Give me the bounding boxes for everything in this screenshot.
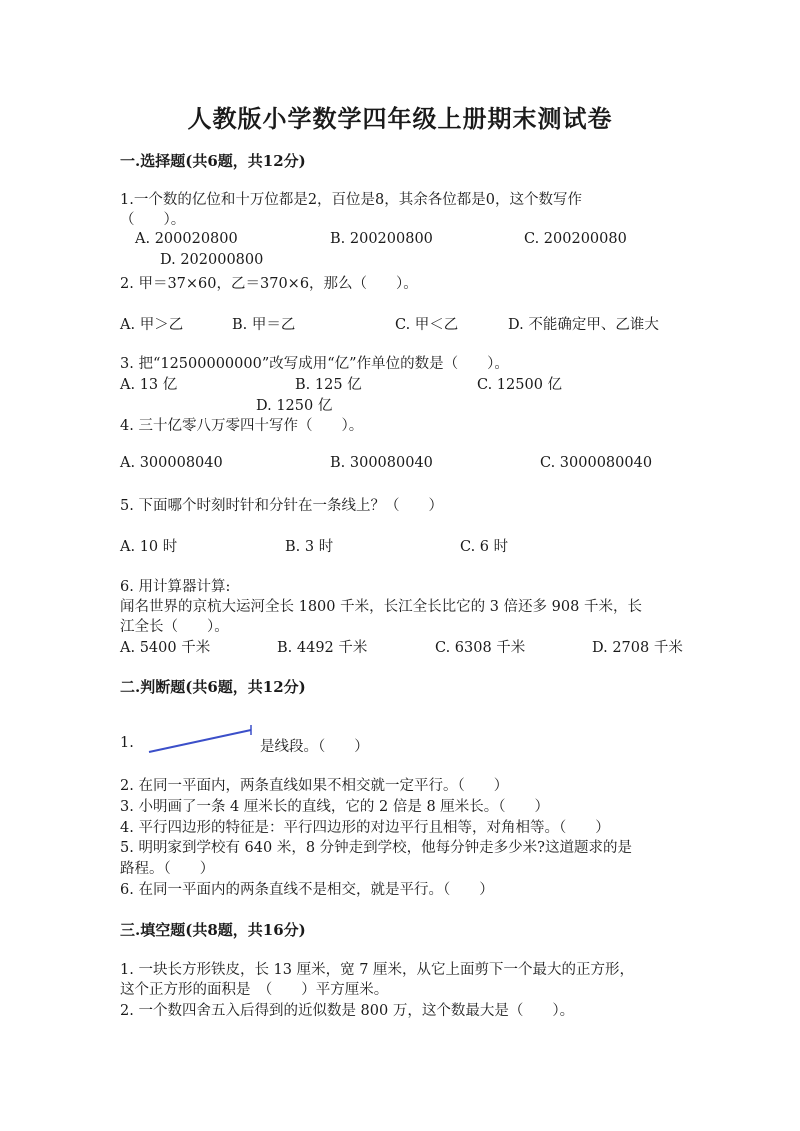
section-heading-fill-blank: 三.填空题(共8题，共16分) (120, 921, 306, 939)
question-3-1-line1: 1. 一块长方形铁皮，长 13 厘米，宽 7 厘米，从它上面剪下一个最大的正方形， (120, 962, 635, 978)
option-1-1-c: C. 200200080 (524, 231, 627, 247)
page-title: 人教版小学数学四年级上册期末测试卷 (187, 104, 613, 133)
option-1-5-b: B. 3 时 (285, 539, 334, 555)
question-2-5-line1: 5. 明明家到学校有 640 米，8 分钟走到学校，他每分钟走多少米?这道题求的是 (120, 840, 632, 856)
option-1-6-a: A. 5400 千米 (120, 640, 211, 656)
option-1-4-b: B. 300080040 (330, 455, 433, 471)
option-1-2-a: A. 甲＞乙 (120, 317, 184, 333)
question-1-4: 4. 三十亿零八万零四十写作（ ）。 (120, 418, 364, 434)
option-1-3-d: D. 1250 亿 (256, 398, 333, 414)
question-3-1-line2: 这个正方形的面积是 （ ）平方厘米。 (120, 982, 389, 998)
option-1-1-a: A. 200020800 (135, 231, 238, 247)
option-1-2-d: D. 不能确定甲、乙谁大 (508, 317, 659, 333)
option-1-4-c: C. 3000080040 (540, 455, 653, 471)
option-1-5-c: C. 6 时 (460, 539, 509, 555)
option-1-1-d: D. 202000800 (160, 252, 264, 268)
option-1-1-b: B. 200200800 (330, 231, 433, 247)
question-1-1-line1: 1.一个数的亿位和十万位都是2，百位是8，其余各位都是0，这个数写作 (120, 192, 583, 208)
option-1-6-b: B. 4492 千米 (277, 640, 368, 656)
question-2-1-text: 是线段。（ ） (260, 739, 369, 755)
option-1-6-d: D. 2708 千米 (592, 640, 683, 656)
line-segment-figure (145, 722, 257, 756)
option-1-5-a: A. 10 时 (120, 539, 178, 555)
section-heading-judgement: 二.判断题(共6题，共12分) (120, 678, 306, 696)
option-1-2-c: C. 甲＜乙 (395, 317, 459, 333)
question-2-1-number: 1. (120, 735, 134, 751)
question-1-1-line2: （ ）。 (120, 212, 186, 228)
question-1-5: 5. 下面哪个时刻时针和分针在一条线上？（ ） (120, 498, 443, 514)
section-heading-choice: 一.选择题(共6题，共12分) (120, 152, 306, 170)
question-3-2: 2. 一个数四舍五入后得到的近似数是 800 万，这个数最大是（ ）。 (120, 1003, 575, 1019)
question-2-3: 3. 小明画了一条 4 厘米长的直线，它的 2 倍是 8 厘米长。（ ） (120, 799, 550, 815)
option-1-4-a: A. 300008040 (120, 455, 223, 471)
question-1-6-line3: 江全长（ ）。 (120, 619, 229, 635)
question-1-6-line2: 闻名世界的京杭大运河全长 1800 千米，长江全长比它的 3 倍还多 908 千米，长 (120, 599, 642, 615)
option-1-3-a: A. 13 亿 (120, 377, 178, 393)
question-2-2: 2. 在同一平面内，两条直线如果不相交就一定平行。（ ） (120, 778, 509, 794)
question-2-5-line2: 路程。（ ） (120, 861, 215, 877)
option-1-6-c: C. 6308 千米 (435, 640, 526, 656)
question-2-4: 4. 平行四边形的特征是：平行四边形的对边平行且相等，对角相等。（ ） (120, 820, 610, 836)
question-1-6-line1: 6. 用计算器计算: (120, 579, 231, 595)
option-1-2-b: B. 甲＝乙 (232, 317, 296, 333)
option-1-3-b: B. 125 亿 (295, 377, 362, 393)
option-1-3-c: C. 12500 亿 (477, 377, 563, 393)
question-1-3: 3. 把“12500000000”改写成用“亿”作单位的数是（ ）。 (120, 356, 509, 372)
question-1-2: 2. 甲＝37×60，乙＝370×6，那么（ ）。 (120, 276, 418, 292)
question-2-6: 6. 在同一平面内的两条直线不是相交，就是平行。（ ） (120, 882, 494, 898)
